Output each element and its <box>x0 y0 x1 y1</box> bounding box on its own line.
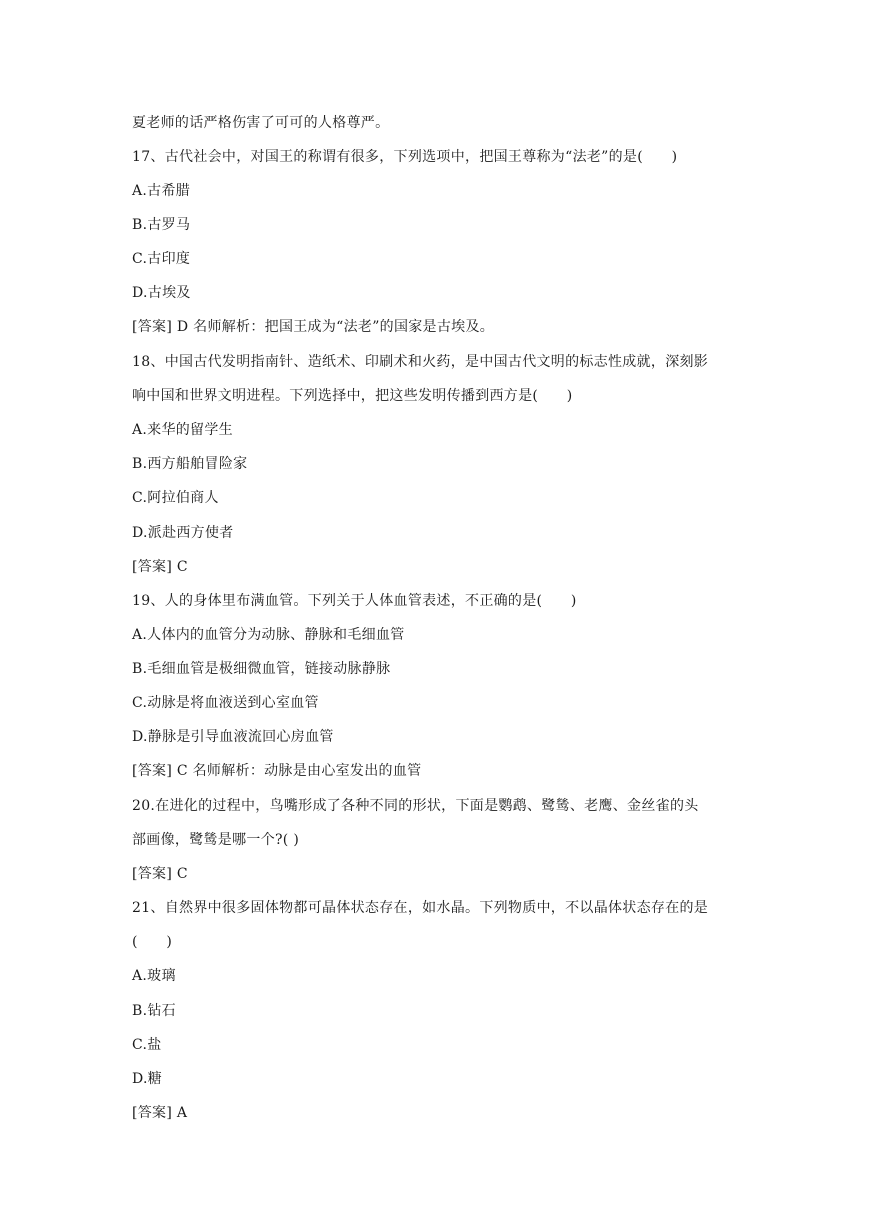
option-b: B.古罗马 <box>132 217 191 233</box>
option-b: B.钻石 <box>132 1003 176 1019</box>
question-21: 21、自然界中很多固体物都可晶体状态存在，如水晶。下列物质中，不以晶体状态存在的是 <box>132 900 709 916</box>
question-18-cont: 响中国和世界文明进程。下列选择中，把这些发明传播到西方是( ) <box>132 388 573 404</box>
option-d: D.静脉是引导血液流回心房血管 <box>132 729 334 745</box>
question-21-cont: ( ) <box>132 934 173 950</box>
question-20-cont: 部画像，鹭鸶是哪一个?( ) <box>132 832 300 848</box>
option-d: D.古埃及 <box>132 285 191 301</box>
answer-17: [答案] D 名师解析：把国王成为“法老”的国家是古埃及。 <box>132 319 495 335</box>
option-b: B.西方船舶冒险家 <box>132 456 248 472</box>
answer-19: [答案] C 名师解析：动脉是由心室发出的血管 <box>132 763 422 779</box>
option-d: D.派赴西方使者 <box>132 525 234 541</box>
text-line: 夏老师的话严格伤害了可可的人格尊严。 <box>132 115 390 131</box>
option-c: C.古印度 <box>132 251 191 267</box>
option-b: B.毛细血管是极细微血管，链接动脉静脉 <box>132 661 391 677</box>
option-d: D.糖 <box>132 1071 163 1087</box>
option-c: C.盐 <box>132 1037 162 1053</box>
option-c: C.阿拉伯商人 <box>132 490 219 506</box>
question-19: 19、人的身体里布满血管。下列关于人体血管表述，不正确的是( ) <box>132 593 577 609</box>
option-a: A.古希腊 <box>132 183 191 199</box>
answer-18: [答案] C <box>132 559 188 575</box>
question-18: 18、中国古代发明指南针、造纸术、印刷术和火药，是中国古代文明的标志性成就，深刻影 <box>132 354 709 370</box>
option-a: A.来华的留学生 <box>132 422 233 438</box>
answer-20: [答案] C <box>132 866 188 882</box>
answer-21: [答案] A <box>132 1105 188 1121</box>
option-a: A.人体内的血管分为动脉、静脉和毛细血管 <box>132 627 405 643</box>
question-17: 17、古代社会中，对国王的称谓有很多，下列选项中，把国王尊称为“法老”的是( ) <box>132 149 678 165</box>
option-a: A.玻璃 <box>132 968 176 984</box>
option-c: C.动脉是将血液送到心室血管 <box>132 695 319 711</box>
question-20: 20.在进化的过程中，鸟嘴形成了各种不同的形状，下面是鹦鹉、鹭鸶、老鹰、金丝雀的头 <box>132 798 699 814</box>
